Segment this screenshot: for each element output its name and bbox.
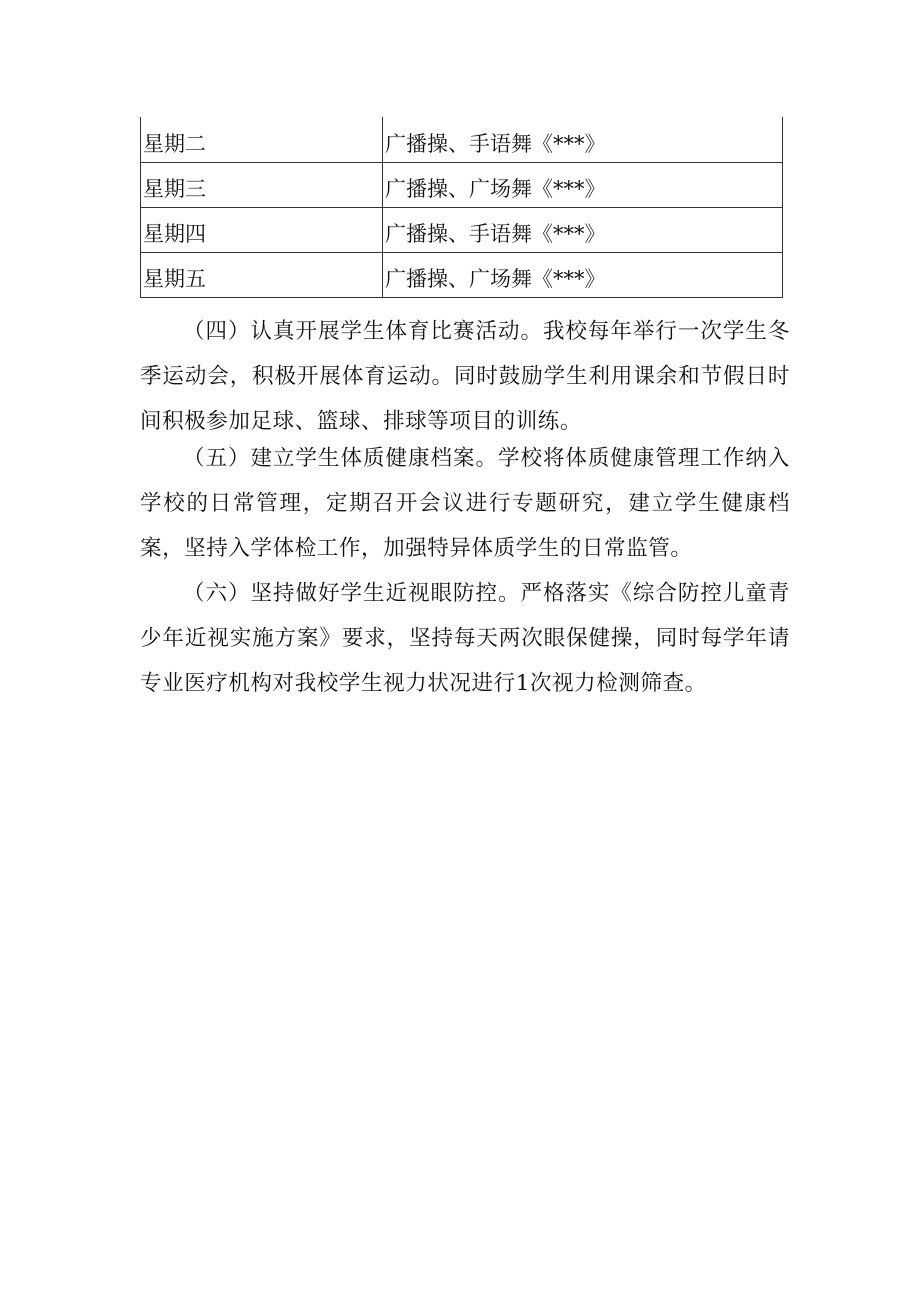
activity-cell: 广播操、广场舞《***》 bbox=[383, 253, 783, 298]
day-cell: 星期二 bbox=[141, 117, 383, 163]
activity-cell: 广播操、广场舞《***》 bbox=[383, 163, 783, 208]
day-cell: 星期三 bbox=[141, 163, 383, 208]
exercise-schedule-table bbox=[140, 117, 783, 298]
day-cell: 星期五 bbox=[141, 253, 383, 298]
paragraph-health-records: （五）建立学生体质健康档案。学校将体质健康管理工作纳入学校的日常管理，定期召开会议进行专题研究，建立学生健康档案，坚持入学体检工作，加强特异体质学生的日常监管。 bbox=[140, 446, 790, 561]
table-row bbox=[141, 163, 783, 208]
activity-cell: 广播操、手语舞《***》 bbox=[383, 117, 783, 163]
paragraph-sports-competitions: （四）认真开展学生体育比赛活动。我校每年举行一次学生冬季运动会，积极开展体育运动。同时鼓励学生利用课余和节假日时间积极参加足球、篮球、排球等项目的训练。 bbox=[140, 319, 790, 434]
table-row bbox=[141, 208, 783, 253]
paragraph-myopia-prevention: （六）坚持做好学生近视眼防控。严格落实《综合防控儿童青少年近视实施方案》要求，坚持每天两次眼保健操，同时每学年请专业医疗机构对我校学生视力状况进行1次视力检测筛查。 bbox=[140, 581, 790, 696]
day-cell: 星期四 bbox=[141, 208, 383, 253]
table-row bbox=[141, 253, 783, 298]
table-row bbox=[141, 117, 783, 163]
activity-cell: 广播操、手语舞《***》 bbox=[383, 208, 783, 253]
